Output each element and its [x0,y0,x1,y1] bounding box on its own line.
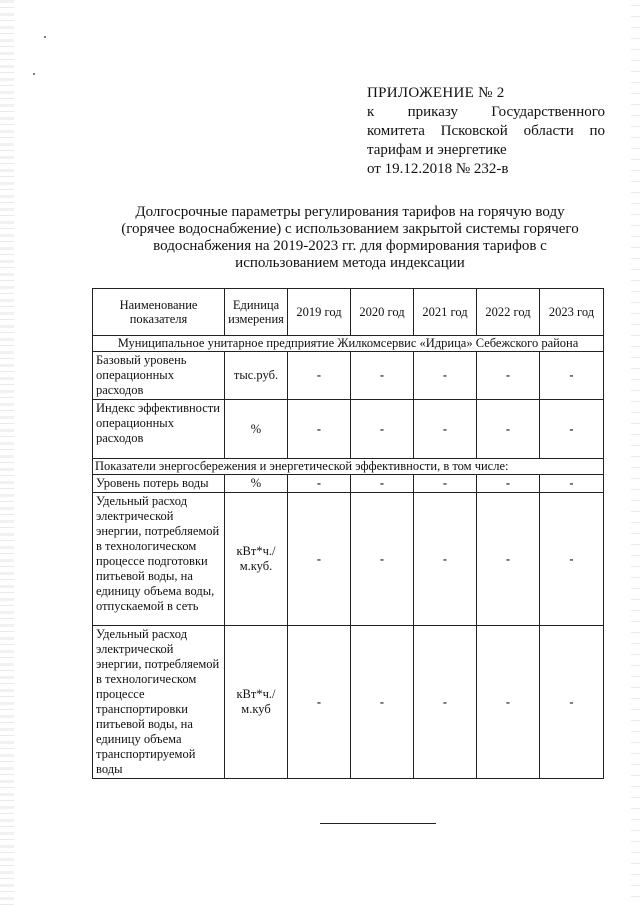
value-2022: - [477,626,540,779]
value-2021: - [414,400,477,459]
table-row [93,475,604,493]
value-2022: - [477,400,540,459]
row-unit: кВт*ч./м.куб [225,626,288,779]
value-2020: - [351,475,414,493]
value-2021: - [414,493,477,626]
signature-line [320,823,436,824]
header-2021: 2021 год [414,289,477,336]
table-row [93,626,604,779]
value-2019: - [288,352,351,400]
title-line-1: Долгосрочные параметры регулирования тарифов на горячую воду [135,204,565,220]
row-name: Индекс эффективности операционных расходов [93,400,225,459]
row-name: Уровень потерь воды [93,475,225,493]
energy-section-row [93,459,604,475]
energy-section-label: Показатели энергосбережения и энергетической эффективности, в том числе: [93,459,604,475]
value-2023: - [540,400,604,459]
row-name: Удельный расход электрической энергии, потребляемой в технологическом процессе транспортировки питьевой воды, на единицу объема транспортируемой воды [93,626,225,779]
value-2021: - [414,475,477,493]
title-line-2: (горячее водоснабжение) с использованием закрытой системы горячего [121,221,579,237]
row-name: Базовый уровень операционных расходов [93,352,225,400]
scan-speck [33,73,35,75]
header-2020: 2020 год [351,289,414,336]
organization-name: Муниципальное унитарное предприятие Жилкомсервис «Идрица» Себежского района [93,336,604,352]
header-2019: 2019 год [288,289,351,336]
value-2019: - [288,400,351,459]
value-2020: - [351,400,414,459]
row-name: Удельный расход электрической энергии, потребляемой в технологическом процессе подготовки питьевой воды, на единицу объема воды, отпускаемой в сеть [93,493,225,626]
appendix-heading: ПРИЛОЖЕНИЕ № 2 [367,85,505,101]
row-unit: кВт*ч./м.куб. [225,493,288,626]
header-2022: 2022 год [477,289,540,336]
table-row [93,400,604,459]
header-name: Наименование показателя [93,289,225,336]
value-2020: - [351,626,414,779]
value-2023: - [540,493,604,626]
parameters-table [92,288,604,779]
value-2022: - [477,493,540,626]
value-2021: - [414,352,477,400]
appendix-date-line: от 19.12.2018 № 232-в [367,161,509,177]
table-header-row [93,289,604,336]
title-line-3: водоснабжения на 2019-2023 гг. для формирования тарифов с [153,238,547,254]
header-unit: Единица измерения [225,289,288,336]
table-row [93,352,604,400]
row-unit: тыс.руб. [225,352,288,400]
scan-edge-left [0,0,14,905]
value-2019: - [288,493,351,626]
appendix-order-line: к приказу Государственного [367,104,605,120]
scan-speck [44,36,46,38]
scan-edge-right [631,0,640,905]
table-row [93,493,604,626]
value-2022: - [477,352,540,400]
value-2023: - [540,475,604,493]
value-2019: - [288,475,351,493]
value-2020: - [351,493,414,626]
row-unit: % [225,475,288,493]
value-2020: - [351,352,414,400]
appendix-committee-line: комитета Псковской области по [367,123,605,139]
appendix-block [367,84,605,179]
title-line-4: использованием метода индексации [235,255,465,271]
value-2023: - [540,352,604,400]
value-2023: - [540,626,604,779]
header-2023: 2023 год [540,289,604,336]
value-2019: - [288,626,351,779]
value-2022: - [477,475,540,493]
document-title [100,204,600,272]
appendix-tariffs-line: тарифам и энергетике [367,142,507,158]
value-2021: - [414,626,477,779]
organization-row [93,336,604,352]
row-unit: % [225,400,288,459]
